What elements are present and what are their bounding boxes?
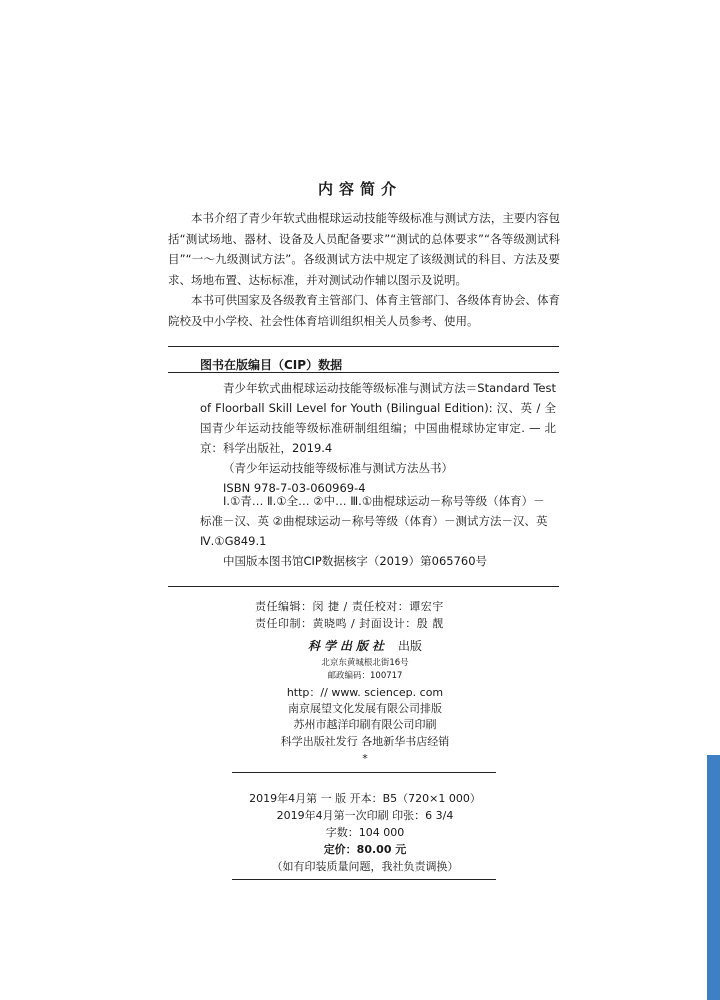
cip-series-line: （青少年运动技能等级标准与测试方法丛书） [223, 461, 453, 475]
printing-line: 2019年4月第一次印刷 印张：6 3/4 [276, 809, 454, 822]
typeset-line: 南京展望文化发展有限公司排版 [288, 702, 442, 715]
details-bottom-rule [232, 879, 496, 880]
intro-body [168, 208, 560, 331]
publisher-address: 北京东黄城根北街16号 [321, 658, 409, 668]
intro-title: 内容简介 [317, 180, 402, 198]
staff-line-production: 责任印制：黄晓鸣 / 封面设计：殷 靓 [255, 617, 444, 630]
intro-paragraph-1: 本书介绍了青少年软式曲棍球运动技能等级标准与测试方法，主要内容包括“测试场地、器材、设备及人员配备要求”“测试的总体要求”“各等级测试科目”“一～九级测试方法”。各级测试方法中规定了该级测试的科目、方法及要求、场地布置、达标标准，并对测试动作辅以图示及说明。 [168, 211, 560, 287]
publisher-brand: 科学出版社 [307, 639, 388, 653]
word-count: 字数：104 000 [325, 826, 405, 839]
cip-number: 中国版本图书馆CIP数据核字（2019）第065760号 [223, 554, 488, 568]
cip-bottom-rule [168, 586, 559, 587]
cip-top-rule [168, 346, 559, 347]
publisher-line [150, 637, 580, 654]
publisher-website: http：// www. sciencep. com [286, 686, 444, 699]
quality-note: （如有印装质量问题，我社负责调换） [271, 860, 459, 873]
intro-paragraph-2: 本书可供国家及各级教育主管部门、体育主管部门、各级体育协会、体育院校及中小学校、社会性体育培训组织相关人员参考、使用。 [168, 293, 560, 328]
cip-title-line: 青少年软式曲棍球运动技能等级标准与测试方法＝Standard Test of Floorball Skill Level for Youth (Bilingual Edition): 汉、英 / 全国青少年运动技能等级标准研制组组编；中国曲棍球协定审定. — 北京：科学出版社，2019.4 [200, 381, 556, 455]
publisher-suffix: 出版 [398, 639, 423, 653]
edition-line: 2019年4月第 一 版 开本：B5（720×1 000） [249, 792, 481, 805]
cip-heading-rule [168, 372, 559, 373]
printer-line: 苏州市越洋印刷有限公司印刷 [293, 718, 437, 731]
cip-isbn-line: ISBN 978-7-03-060969-4 [223, 481, 366, 495]
price: 定价：80.00 元 [323, 843, 407, 856]
page-edge-tab [707, 755, 720, 1000]
details-top-rule [232, 772, 496, 773]
cip-heading: 图书在版编目（CIP）数据 [200, 358, 343, 372]
staff-line-editors: 责任编辑：闵 捷 / 责任校对：谭宏宇 [255, 600, 444, 613]
cip-classification-block [200, 491, 556, 571]
print-details [150, 790, 580, 875]
publisher-postcode: 邮政编码：100717 [327, 671, 403, 681]
cip-title-block [200, 378, 556, 498]
cip-classification: Ⅰ.①青… Ⅱ.①全… ②中… Ⅲ.①曲棍球运动－称号等级（体育）－标准－汉、英 ②曲棍球运动－称号等级（体育）－测试方法－汉、英 Ⅳ.①G849.1 [200, 494, 548, 548]
separator-star: * [362, 752, 368, 765]
distribution-line: 科学出版社发行 各地新华书店经销 [280, 735, 450, 748]
